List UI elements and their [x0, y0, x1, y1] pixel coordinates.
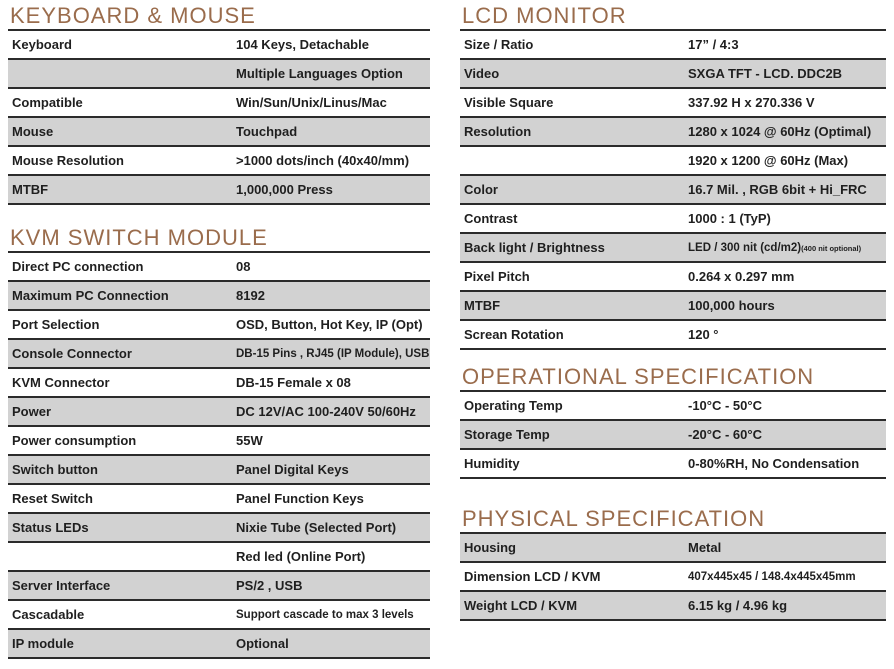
- spec-value: -20°C - 60°C: [688, 427, 762, 442]
- spec-row: [460, 89, 886, 118]
- spec-value: 100,000 hours: [688, 298, 775, 313]
- spec-row: [8, 543, 430, 572]
- right-column: [460, 0, 886, 621]
- spec-label: Video: [464, 66, 500, 81]
- spec-label: Pixel Pitch: [464, 269, 530, 284]
- spec-row: [460, 60, 886, 89]
- spec-row: [8, 340, 430, 369]
- section-lcd-monitor: [460, 0, 886, 350]
- lcd-monitor-table: [460, 31, 886, 350]
- spec-value: Panel Function Keys: [236, 491, 364, 506]
- spec-row: [460, 118, 886, 147]
- spec-label: Housing: [464, 540, 516, 555]
- spec-label: Maximum PC Connection: [12, 288, 169, 303]
- section-gap: [8, 205, 430, 222]
- spec-label: Back light / Brightness: [464, 240, 605, 255]
- spec-label: Contrast: [464, 211, 518, 226]
- spec-row: [460, 421, 886, 450]
- spec-value: 55W: [236, 433, 263, 448]
- spec-label: Resolution: [464, 124, 532, 139]
- spec-value: 120 °: [688, 327, 719, 342]
- section-keyboard-mouse: [8, 0, 430, 205]
- spec-value: 337.92 H x 270.336 V: [688, 95, 815, 110]
- spec-value: Panel Digital Keys: [236, 462, 349, 477]
- spec-row: [8, 601, 430, 630]
- spec-row: [8, 398, 430, 427]
- spec-label: Keyboard: [12, 37, 72, 52]
- spec-value: 0.264 x 0.297 mm: [688, 269, 795, 284]
- section-physical: [460, 503, 886, 621]
- spec-row: [8, 89, 430, 118]
- operational-table: [460, 392, 886, 479]
- spec-row: [460, 263, 886, 292]
- spec-row: [8, 369, 430, 398]
- spec-label: Compatible: [12, 95, 83, 110]
- spec-value: Multiple Languages Option: [236, 66, 403, 81]
- spec-value: Nixie Tube (Selected Port): [236, 520, 397, 535]
- spec-value: 8192: [236, 288, 265, 303]
- spec-value: 08: [236, 259, 251, 274]
- spec-value: 6.15 kg / 4.96 kg: [688, 598, 788, 613]
- spec-label: Cascadable: [12, 607, 85, 622]
- spec-row: [460, 176, 886, 205]
- spec-row: [8, 147, 430, 176]
- spec-row: [8, 282, 430, 311]
- spec-label: Console Connector: [12, 346, 132, 361]
- spec-label: Direct PC connection: [12, 259, 144, 274]
- spec-row: [8, 311, 430, 340]
- spec-label: Server Interface: [12, 578, 111, 593]
- spec-row: [8, 485, 430, 514]
- spec-value: 16.7 Mil. , RGB 6bit + Hi_FRC: [688, 182, 867, 197]
- spec-label: Power: [12, 404, 52, 419]
- section-title-kvm-switch: KVM SWITCH MODULE: [8, 222, 430, 253]
- spec-value: 1280 x 1024 @ 60Hz (Optimal): [688, 124, 872, 139]
- kvm-switch-table: [8, 253, 430, 659]
- spec-row: [8, 60, 430, 89]
- spec-row: [8, 31, 430, 60]
- spec-row: [8, 630, 430, 659]
- spec-value: Win/Sun/Unix/Linus/Mac: [236, 95, 387, 110]
- spec-value: LED / 300 nit (cd/m2)(400 nit optional): [688, 241, 862, 254]
- section-title-lcd-monitor: LCD MONITOR: [460, 0, 886, 31]
- spec-value: Optional: [236, 636, 289, 651]
- spec-label: Humidity: [464, 456, 520, 471]
- spec-value: 1,000,000 Press: [236, 182, 333, 197]
- spec-value: 0-80%RH, No Condensation: [688, 456, 860, 471]
- spec-label: Storage Temp: [464, 427, 550, 442]
- spec-value: DC 12V/AC 100-240V 50/60Hz: [236, 404, 416, 419]
- spec-label: KVM Connector: [12, 375, 110, 390]
- spec-label: Status LEDs: [12, 520, 89, 535]
- spec-row: [8, 514, 430, 543]
- spec-value: 407x445x45 / 148.4x445x45mm: [688, 570, 856, 583]
- section-operational: [460, 361, 886, 479]
- keyboard-mouse-table: [8, 31, 430, 205]
- spec-value: 1000 : 1 (TyP): [688, 211, 771, 226]
- spec-label: Screan Rotation: [464, 327, 564, 342]
- spec-row: [460, 563, 886, 592]
- spec-row: [460, 534, 886, 563]
- spec-row: [8, 456, 430, 485]
- spec-row: [460, 592, 886, 621]
- spec-label: Mouse: [12, 124, 54, 139]
- section-gap: [460, 479, 886, 503]
- spec-value: 17” / 4:3: [688, 37, 739, 52]
- spec-value: -10°C - 50°C: [688, 398, 762, 413]
- spec-value: PS/2 , USB: [236, 578, 303, 593]
- spec-value-note: (400 nit optional): [801, 243, 862, 253]
- spec-row: [460, 234, 886, 263]
- spec-label: Size / Ratio: [464, 37, 534, 52]
- spec-label: MTBF: [464, 298, 501, 313]
- spec-label: Power consumption: [12, 433, 137, 448]
- left-column: [8, 0, 430, 659]
- section-gap: [460, 350, 886, 361]
- spec-row: [460, 392, 886, 421]
- section-kvm-switch: [8, 222, 430, 659]
- spec-label: Operating Temp: [464, 398, 563, 413]
- physical-table: [460, 534, 886, 621]
- section-title-operational: OPERATIONAL SPECIFICATION: [460, 361, 886, 392]
- spec-row: [460, 292, 886, 321]
- spec-row: [460, 321, 886, 350]
- spec-row: [8, 427, 430, 456]
- spec-value: Support cascade to max 3 levels: [236, 608, 414, 621]
- spec-row: [460, 450, 886, 479]
- spec-value: >1000 dots/inch (40x40/mm): [236, 153, 410, 168]
- spec-label: Dimension LCD / KVM: [464, 569, 601, 584]
- spec-label: Mouse Resolution: [12, 153, 124, 168]
- spec-row: [460, 31, 886, 60]
- spec-label: Port Selection: [12, 317, 100, 332]
- spec-label: Weight LCD / KVM: [464, 598, 578, 613]
- spec-label: Reset Switch: [12, 491, 93, 506]
- spec-label: Color: [464, 182, 498, 197]
- spec-value: Touchpad: [236, 124, 298, 139]
- section-title-keyboard-mouse: KEYBOARD & MOUSE: [8, 0, 430, 31]
- spec-row: [460, 205, 886, 234]
- spec-label: Switch button: [12, 462, 98, 477]
- spec-value: Metal: [688, 540, 722, 555]
- spec-value: OSD, Button, Hot Key, IP (Opt): [236, 317, 423, 332]
- spec-value: DB-15 Pins , RJ45 (IP Module), USB: [236, 347, 430, 360]
- spec-row: [460, 147, 886, 176]
- spec-label: IP module: [12, 636, 74, 651]
- spec-row: [8, 572, 430, 601]
- spec-label: Visible Square: [464, 95, 554, 110]
- section-title-physical: PHYSICAL SPECIFICATION: [460, 503, 886, 534]
- spec-value: SXGA TFT - LCD. DDC2B: [688, 66, 843, 81]
- spec-value: 104 Keys, Detachable: [236, 37, 369, 52]
- spec-row: [8, 176, 430, 205]
- spec-row: [8, 253, 430, 282]
- spec-value: Red led (Online Port): [236, 549, 366, 564]
- spec-value: 1920 x 1200 @ 60Hz (Max): [688, 153, 849, 168]
- spec-row: [8, 118, 430, 147]
- spec-value: DB-15 Female x 08: [236, 375, 351, 390]
- spec-label: MTBF: [12, 182, 49, 197]
